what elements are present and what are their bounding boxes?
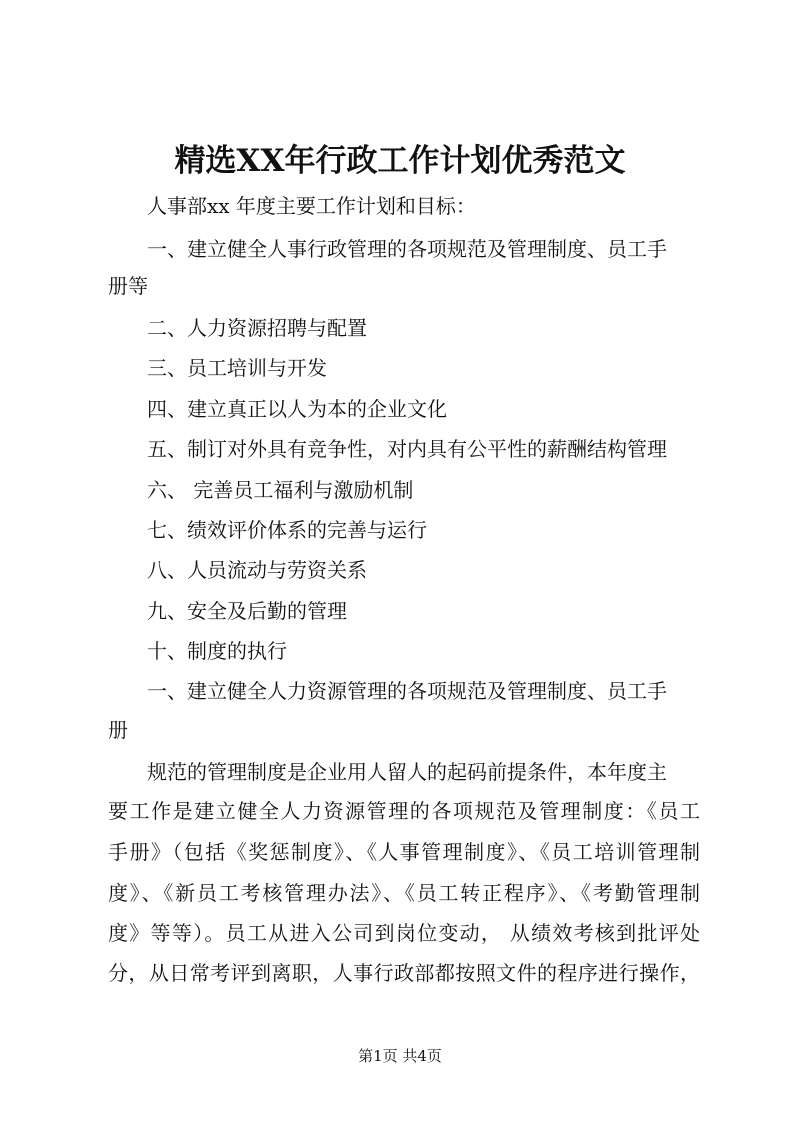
paragraph-line: 七、绩效评价体系的完善与运行: [147, 518, 427, 542]
paragraph-line: 册: [108, 718, 128, 742]
paragraph-line: 册等: [108, 274, 148, 298]
paragraph-line: 度》等等）。员工从进入公司到岗位变动， 从绩效考核到批评处: [108, 921, 700, 945]
paragraph-line: 二、人力资源招聘与配置: [147, 316, 367, 340]
paragraph-line: 十、制度的执行: [147, 639, 287, 663]
paragraph-line: 人事部xx 年度主要工作计划和目标：: [147, 194, 476, 218]
paragraph-line: 度》、《新员工考核管理办法》、《员工转正程序》、《考勤管理制: [108, 881, 700, 905]
paragraph-line: 六、 完善员工福利与激励机制: [147, 478, 414, 502]
paragraph-line: 手册》（包括《奖惩制度》、《人事管理制度》、《员工培训管理制: [108, 840, 700, 864]
paragraph-line: 四、建立真正以人为本的企业文化: [147, 397, 447, 421]
paragraph-line: 九、安全及后勤的管理: [147, 599, 347, 623]
paragraph-line: 要工作是建立健全人力资源管理的各项规范及管理制度：《员工: [108, 799, 700, 823]
paragraph-line: 规范的管理制度是企业用人留人的起码前提条件，本年度主: [147, 760, 667, 784]
paragraph-line: 五、制订对外具有竞争性，对内具有公平性的薪酬结构管理: [147, 437, 667, 461]
page-number: 第1页 共4页: [358, 1047, 442, 1065]
paragraph-line: 分，从日常考评到离职，人事行政部都按照文件的程序进行操作，: [108, 961, 700, 985]
paragraph-line: 八、人员流动与劳资关系: [147, 558, 367, 582]
document-title: 精选XX年行政工作计划优秀范文: [174, 143, 626, 179]
paragraph-line: 一、建立健全人事行政管理的各项规范及管理制度、员工手: [147, 237, 667, 261]
paragraph-line: 一、建立健全人力资源管理的各项规范及管理制度、员工手: [147, 679, 667, 703]
paragraph-line: 三、员工培训与开发: [147, 356, 327, 380]
